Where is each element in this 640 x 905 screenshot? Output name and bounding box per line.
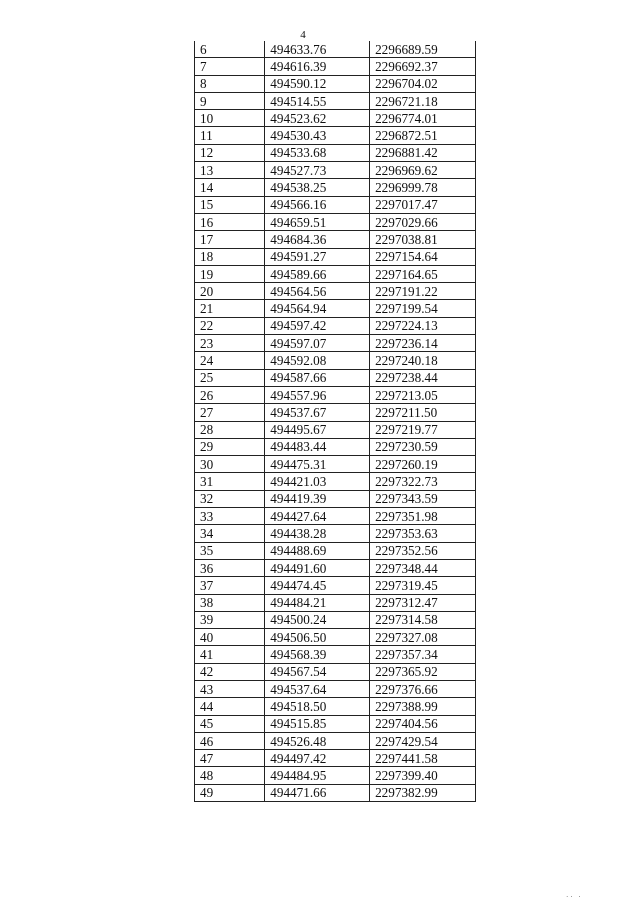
point-number-cell: 13: [195, 162, 265, 179]
x-coordinate-cell: 494684.36: [265, 231, 370, 248]
point-number-cell: 12: [195, 144, 265, 161]
table-row: [195, 508, 476, 525]
table-row: [195, 127, 476, 144]
point-number-cell: 38: [195, 594, 265, 611]
y-coordinate-cell: 2297365.92: [370, 663, 476, 680]
point-number-cell: 15: [195, 196, 265, 213]
x-coordinate-cell: 494592.08: [265, 352, 370, 369]
x-coordinate-cell: 494527.73: [265, 162, 370, 179]
table-row: [195, 300, 476, 317]
point-number-cell: 37: [195, 577, 265, 594]
x-coordinate-cell: 494515.85: [265, 715, 370, 732]
table-row: [195, 680, 476, 697]
y-coordinate-cell: 2297388.99: [370, 698, 476, 715]
y-coordinate-cell: 2297164.65: [370, 265, 476, 282]
table-row: [195, 594, 476, 611]
table-row: [195, 646, 476, 663]
x-coordinate-cell: 494474.45: [265, 577, 370, 594]
table-row: [195, 559, 476, 576]
y-coordinate-cell: 2297404.56: [370, 715, 476, 732]
table-row: [195, 421, 476, 438]
y-coordinate-cell: 2297319.45: [370, 577, 476, 594]
table-row: [195, 542, 476, 559]
point-number-cell: 20: [195, 283, 265, 300]
x-coordinate-cell: 494567.54: [265, 663, 370, 680]
table-row: [195, 663, 476, 680]
x-coordinate-cell: 494590.12: [265, 75, 370, 92]
point-number-cell: 32: [195, 490, 265, 507]
point-number-cell: 45: [195, 715, 265, 732]
table-row: [195, 750, 476, 767]
point-number-cell: 23: [195, 335, 265, 352]
point-number-cell: 39: [195, 611, 265, 628]
y-coordinate-cell: 2297191.22: [370, 283, 476, 300]
y-coordinate-cell: 2297236.14: [370, 335, 476, 352]
x-coordinate-cell: 494523.62: [265, 110, 370, 127]
table-row: [195, 473, 476, 490]
y-coordinate-cell: 2297376.66: [370, 680, 476, 697]
y-coordinate-cell: 2297238.44: [370, 369, 476, 386]
y-coordinate-cell: 2297029.66: [370, 213, 476, 230]
point-number-cell: 17: [195, 231, 265, 248]
y-coordinate-cell: 2296704.02: [370, 75, 476, 92]
x-coordinate-cell: 494506.50: [265, 629, 370, 646]
x-coordinate-cell: 494484.95: [265, 767, 370, 784]
x-coordinate-cell: 494500.24: [265, 611, 370, 628]
x-coordinate-cell: 494659.51: [265, 213, 370, 230]
point-number-cell: 28: [195, 421, 265, 438]
y-coordinate-cell: 2296692.37: [370, 58, 476, 75]
x-coordinate-cell: 494564.94: [265, 300, 370, 317]
y-coordinate-cell: 2296774.01: [370, 110, 476, 127]
y-coordinate-cell: 2297038.81: [370, 231, 476, 248]
point-number-cell: 21: [195, 300, 265, 317]
table-row: [195, 404, 476, 421]
x-coordinate-cell: 494538.25: [265, 179, 370, 196]
point-number-cell: 26: [195, 386, 265, 403]
y-coordinate-cell: 2297240.18: [370, 352, 476, 369]
x-coordinate-cell: 494616.39: [265, 58, 370, 75]
table-row: [195, 317, 476, 334]
x-coordinate-cell: 494568.39: [265, 646, 370, 663]
x-coordinate-cell: 494419.39: [265, 490, 370, 507]
table-row: [195, 767, 476, 784]
point-number-cell: 48: [195, 767, 265, 784]
x-coordinate-cell: 494495.67: [265, 421, 370, 438]
x-coordinate-cell: 494421.03: [265, 473, 370, 490]
y-coordinate-cell: 2297352.56: [370, 542, 476, 559]
x-coordinate-cell: 494530.43: [265, 127, 370, 144]
table-row: [195, 732, 476, 749]
x-coordinate-cell: 494537.64: [265, 680, 370, 697]
point-number-cell: 19: [195, 265, 265, 282]
point-number-cell: 36: [195, 559, 265, 576]
point-number-cell: 11: [195, 127, 265, 144]
corner-mark: ·· ·: [566, 893, 583, 901]
y-coordinate-cell: 2296872.51: [370, 127, 476, 144]
point-number-cell: 49: [195, 784, 265, 801]
y-coordinate-cell: 2297382.99: [370, 784, 476, 801]
x-coordinate-cell: 494488.69: [265, 542, 370, 559]
coordinates-table: [194, 41, 476, 802]
point-number-cell: 6: [195, 41, 265, 58]
table-row: [195, 248, 476, 265]
table-row: [195, 231, 476, 248]
table-row: [195, 41, 476, 58]
x-coordinate-cell: 494591.27: [265, 248, 370, 265]
point-number-cell: 47: [195, 750, 265, 767]
table-row: [195, 577, 476, 594]
point-number-cell: 31: [195, 473, 265, 490]
y-coordinate-cell: 2297260.19: [370, 456, 476, 473]
y-coordinate-cell: 2297327.08: [370, 629, 476, 646]
y-coordinate-cell: 2297219.77: [370, 421, 476, 438]
y-coordinate-cell: 2296969.62: [370, 162, 476, 179]
point-number-cell: 40: [195, 629, 265, 646]
y-coordinate-cell: 2297224.13: [370, 317, 476, 334]
point-number-cell: 7: [195, 58, 265, 75]
table-row: [195, 283, 476, 300]
x-coordinate-cell: 494526.48: [265, 732, 370, 749]
point-number-cell: 33: [195, 508, 265, 525]
x-coordinate-cell: 494484.21: [265, 594, 370, 611]
x-coordinate-cell: 494587.66: [265, 369, 370, 386]
table-row: [195, 179, 476, 196]
x-coordinate-cell: 494557.96: [265, 386, 370, 403]
point-number-cell: 18: [195, 248, 265, 265]
point-number-cell: 42: [195, 663, 265, 680]
x-coordinate-cell: 494533.68: [265, 144, 370, 161]
point-number-cell: 44: [195, 698, 265, 715]
point-number-cell: 30: [195, 456, 265, 473]
point-number-cell: 10: [195, 110, 265, 127]
table-row: [195, 213, 476, 230]
x-coordinate-cell: 494497.42: [265, 750, 370, 767]
table-row: [195, 490, 476, 507]
y-coordinate-cell: 2296721.18: [370, 92, 476, 109]
x-coordinate-cell: 494475.31: [265, 456, 370, 473]
y-coordinate-cell: 2297199.54: [370, 300, 476, 317]
point-number-cell: 9: [195, 92, 265, 109]
y-coordinate-cell: 2297357.34: [370, 646, 476, 663]
y-coordinate-cell: 2297154.64: [370, 248, 476, 265]
table-row: [195, 611, 476, 628]
table-row: [195, 438, 476, 455]
table-row: [195, 456, 476, 473]
x-coordinate-cell: 494537.67: [265, 404, 370, 421]
table-row: [195, 144, 476, 161]
table-row: [195, 265, 476, 282]
x-coordinate-cell: 494518.50: [265, 698, 370, 715]
y-coordinate-cell: 2297348.44: [370, 559, 476, 576]
point-number-cell: 29: [195, 438, 265, 455]
x-coordinate-cell: 494597.07: [265, 335, 370, 352]
x-coordinate-cell: 494566.16: [265, 196, 370, 213]
point-number-cell: 16: [195, 213, 265, 230]
y-coordinate-cell: 2297322.73: [370, 473, 476, 490]
x-coordinate-cell: 494597.42: [265, 317, 370, 334]
table-row: [195, 196, 476, 213]
point-number-cell: 8: [195, 75, 265, 92]
table-row: [195, 335, 476, 352]
y-coordinate-cell: 2297343.59: [370, 490, 476, 507]
y-coordinate-cell: 2297351.98: [370, 508, 476, 525]
point-number-cell: 14: [195, 179, 265, 196]
x-coordinate-cell: 494483.44: [265, 438, 370, 455]
table-row: [195, 352, 476, 369]
point-number-cell: 22: [195, 317, 265, 334]
point-number-cell: 41: [195, 646, 265, 663]
point-number-cell: 34: [195, 525, 265, 542]
table-row: [195, 92, 476, 109]
point-number-cell: 35: [195, 542, 265, 559]
x-coordinate-cell: 494438.28: [265, 525, 370, 542]
table-row: [195, 698, 476, 715]
x-coordinate-cell: 494471.66: [265, 784, 370, 801]
point-number-cell: 25: [195, 369, 265, 386]
table-row: [195, 369, 476, 386]
table-row: [195, 162, 476, 179]
y-coordinate-cell: 2297312.47: [370, 594, 476, 611]
table-row: [195, 75, 476, 92]
point-number-cell: 24: [195, 352, 265, 369]
table-row: [195, 110, 476, 127]
y-coordinate-cell: 2297017.47: [370, 196, 476, 213]
x-coordinate-cell: 494633.76: [265, 41, 370, 58]
y-coordinate-cell: 2297441.58: [370, 750, 476, 767]
page-number: 4: [300, 29, 306, 41]
table-row: [195, 629, 476, 646]
table-row: [195, 386, 476, 403]
y-coordinate-cell: 2297429.54: [370, 732, 476, 749]
y-coordinate-cell: 2297230.59: [370, 438, 476, 455]
table-row: [195, 784, 476, 801]
y-coordinate-cell: 2297399.40: [370, 767, 476, 784]
y-coordinate-cell: 2296689.59: [370, 41, 476, 58]
point-number-cell: 43: [195, 680, 265, 697]
y-coordinate-cell: 2296999.78: [370, 179, 476, 196]
x-coordinate-cell: 494514.55: [265, 92, 370, 109]
x-coordinate-cell: 494491.60: [265, 559, 370, 576]
y-coordinate-cell: 2297211.50: [370, 404, 476, 421]
point-number-cell: 46: [195, 732, 265, 749]
x-coordinate-cell: 494589.66: [265, 265, 370, 282]
x-coordinate-cell: 494564.56: [265, 283, 370, 300]
x-coordinate-cell: 494427.64: [265, 508, 370, 525]
y-coordinate-cell: 2297353.63: [370, 525, 476, 542]
coordinates-table-body: [195, 41, 476, 802]
table-row: [195, 525, 476, 542]
y-coordinate-cell: 2296881.42: [370, 144, 476, 161]
table-row: [195, 58, 476, 75]
y-coordinate-cell: 2297213.05: [370, 386, 476, 403]
y-coordinate-cell: 2297314.58: [370, 611, 476, 628]
point-number-cell: 27: [195, 404, 265, 421]
table-row: [195, 715, 476, 732]
